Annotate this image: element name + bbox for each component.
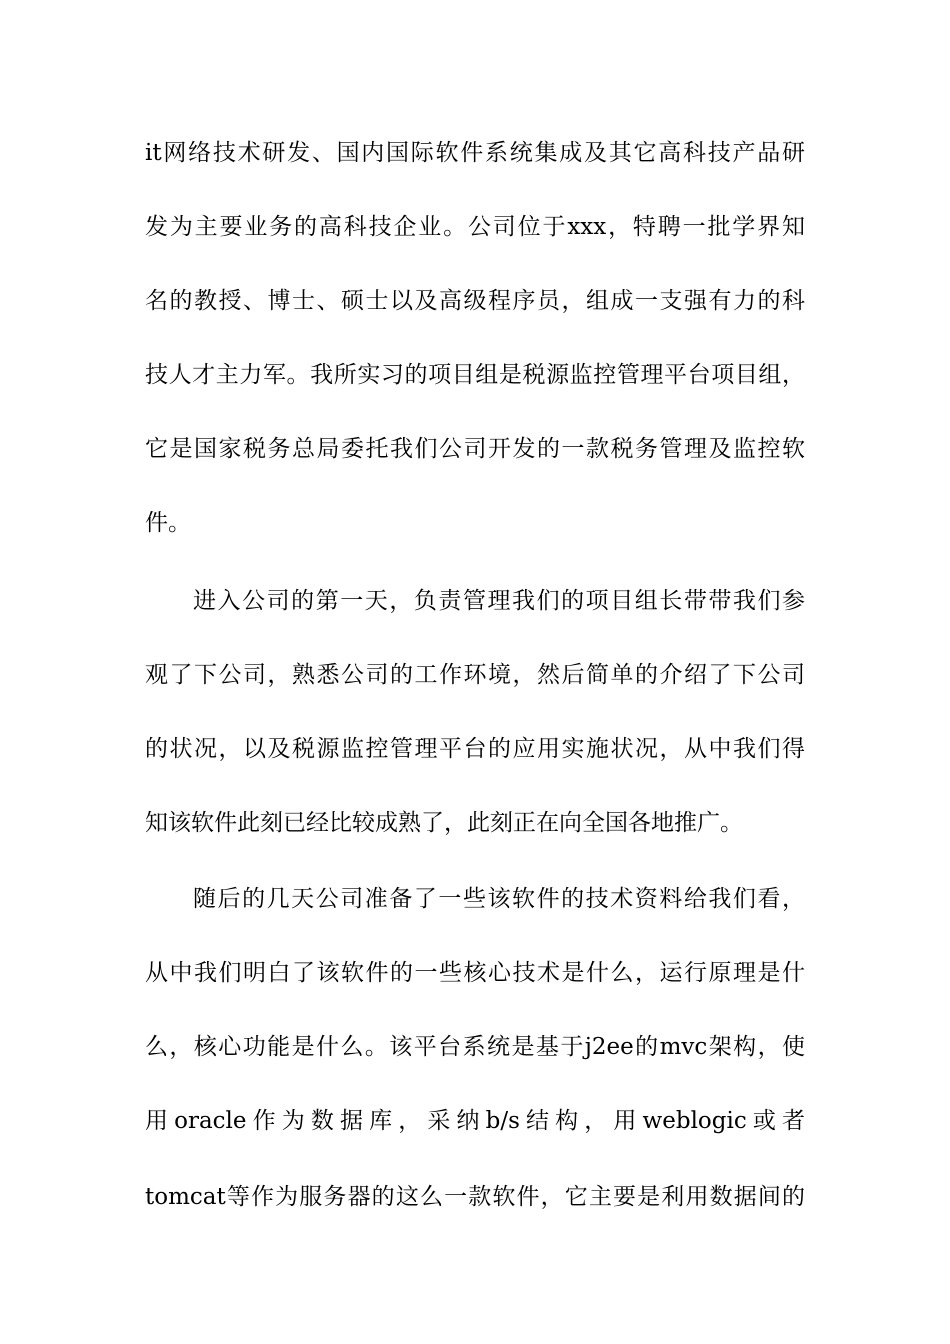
text-line: 观了下公司，熟悉公司的工作环境，然后简单的介绍了下公司 <box>145 662 805 688</box>
text-line: tomcat等作为服务器的这么一款软件，它主要是利用数据间的 <box>145 1184 805 1210</box>
text-line: 发为主要业务的高科技企业。公司位于xxx，特聘一批学界知 <box>145 214 805 240</box>
text-line: 用oracle作为数据库，采纳b/s结构，用weblogic或者 <box>145 1108 805 1134</box>
text-line: it网络技术研发、国内国际软件系统集成及其它高科技产品研 <box>145 140 805 166</box>
text-line: 件。 <box>145 510 191 536</box>
text-line: 的状况，以及税源监控管理平台的应用实施状况，从中我们得 <box>145 736 805 762</box>
text-line: 么，核心功能是什么。该平台系统是基于j2ee的mvc架构，使 <box>145 1034 805 1060</box>
text-line: 名的教授、博士、硕士以及高级程序员，组成一支强有力的科 <box>145 288 805 314</box>
text-line: 它是国家税务总局委托我们公司开发的一款税务管理及监控软 <box>145 436 805 462</box>
paragraph-first-line: 随后的几天公司准备了一些该软件的技术资料给我们看， <box>193 886 805 912</box>
text-line: 技人才主力军。我所实习的项目组是税源监控管理平台项目组， <box>145 362 805 388</box>
text-line: 知该软件此刻已经比较成熟了，此刻正在向全国各地推广。 <box>145 810 743 836</box>
paragraph-first-line: 进入公司的第一天，负责管理我们的项目组长带带我们参 <box>193 588 805 614</box>
text-line: 从中我们明白了该软件的一些核心技术是什么，运行原理是什 <box>145 960 805 986</box>
